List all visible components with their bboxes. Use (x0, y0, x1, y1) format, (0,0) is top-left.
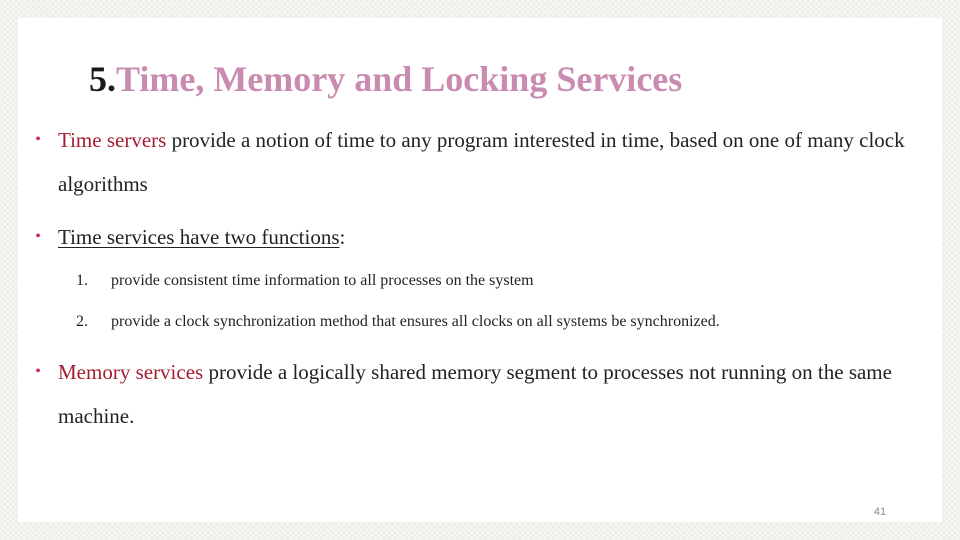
item-number: 2. (76, 313, 88, 330)
numbered-item (76, 311, 720, 333)
bullet-text: provide a notion of time to any program interested in time, based on one of many clock algorithms (58, 128, 905, 196)
title-text: Time, Memory and Locking Services (116, 59, 683, 99)
bullet-time-servers (35, 118, 918, 206)
bullet-marker-icon: • (35, 228, 41, 245)
slide-title (89, 54, 682, 104)
numbered-item (76, 270, 534, 292)
bullet-text: : (339, 225, 346, 249)
bullet-marker-icon: • (35, 363, 41, 380)
bullet-term: Time services have two functions (58, 225, 340, 249)
bullet-term: Memory services (58, 360, 204, 384)
title-number: 5. (89, 59, 116, 99)
item-number: 1. (76, 272, 88, 289)
bullet-time-services (35, 215, 918, 259)
item-text: provide consistent time information to all processes on the system (111, 272, 534, 289)
bullet-text: provide a logically shared memory segment to processes not running on the same machine. (58, 360, 892, 428)
page-number: 41 (873, 506, 887, 518)
bullet-marker-icon: • (35, 131, 41, 148)
bullet-term: Time servers (58, 128, 167, 152)
bullet-memory-services (35, 350, 918, 438)
item-text: provide a clock synchronization method that ensures all clocks on all systems be synchronized. (111, 313, 720, 330)
